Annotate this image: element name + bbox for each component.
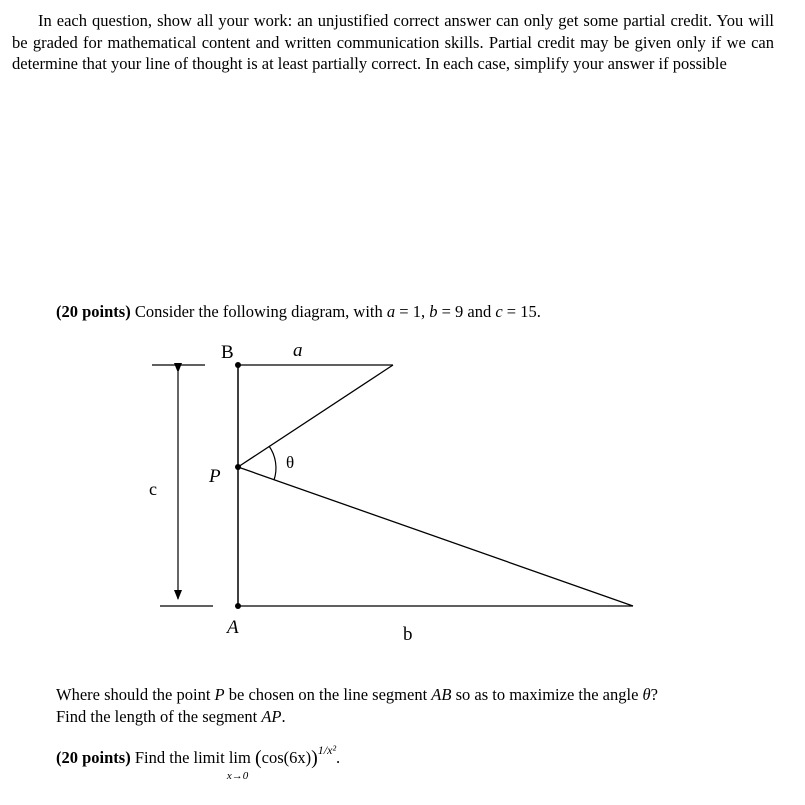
eq-a: = 1, [395, 302, 430, 321]
q-part3: so as to maximize the angle [451, 685, 643, 704]
lim-word: lim [228, 748, 251, 767]
eq-c: = 15. [502, 302, 541, 321]
var-ab: AB [431, 685, 452, 704]
var-a: a [386, 302, 396, 321]
label-b-length: b [403, 624, 413, 645]
point-b [235, 362, 241, 368]
segment-p-to-b-end [238, 467, 633, 606]
q-part4: ? [650, 685, 658, 704]
q-line2-part1: Find the length of the segment [56, 707, 262, 726]
q-part2: be chosen on the line segment [224, 685, 432, 704]
var-theta: θ [642, 685, 651, 704]
close-paren: ) [311, 747, 318, 769]
label-theta: θ [286, 453, 295, 472]
q-part1: Where should the point [56, 685, 215, 704]
limit-end: . [336, 748, 341, 767]
label-p-point: P [209, 466, 221, 487]
limit-exponent: 1/x² [317, 743, 337, 757]
instructions-paragraph: In each question, show all your work: an unjustified correct answer can only get some partial credit. You will be graded for mathematical content and written communication skills. Partial credit may be given only if we can determine that your line of thought is at least partially correct. In each case, simplify your answer if possible [12, 11, 774, 73]
var-ap: AP [261, 707, 282, 726]
eq-b: = 9 and [437, 302, 496, 321]
limit-operator [226, 747, 251, 782]
label-b-point: B [221, 342, 234, 363]
segment-p-to-a-end [238, 365, 393, 467]
geometry-diagram [0, 330, 805, 650]
problem-1-question [56, 684, 756, 728]
label-c-length: c [149, 479, 157, 499]
point-a [235, 603, 241, 609]
label-a-point: A [227, 617, 239, 638]
point-p [235, 464, 241, 470]
problem-1-points: (20 points) [56, 302, 131, 321]
theta-arc [269, 446, 276, 480]
problem-2-text: Find the limit [130, 748, 229, 767]
limit-expression: cos(6x) [261, 748, 312, 767]
problem-2-points: (20 points) [56, 748, 131, 767]
problem-1-statement [56, 301, 541, 323]
var-c: c [495, 302, 503, 321]
open-paren: ( [254, 747, 262, 769]
var-b: b [429, 302, 438, 321]
problem-1-text: Consider the following diagram, with [130, 302, 387, 321]
var-p: P [214, 685, 225, 704]
q-line2-part2: . [281, 707, 286, 726]
limit-subscript: x→0 [226, 770, 249, 782]
label-a-length: a [293, 340, 303, 361]
problem-2-statement [56, 743, 341, 782]
